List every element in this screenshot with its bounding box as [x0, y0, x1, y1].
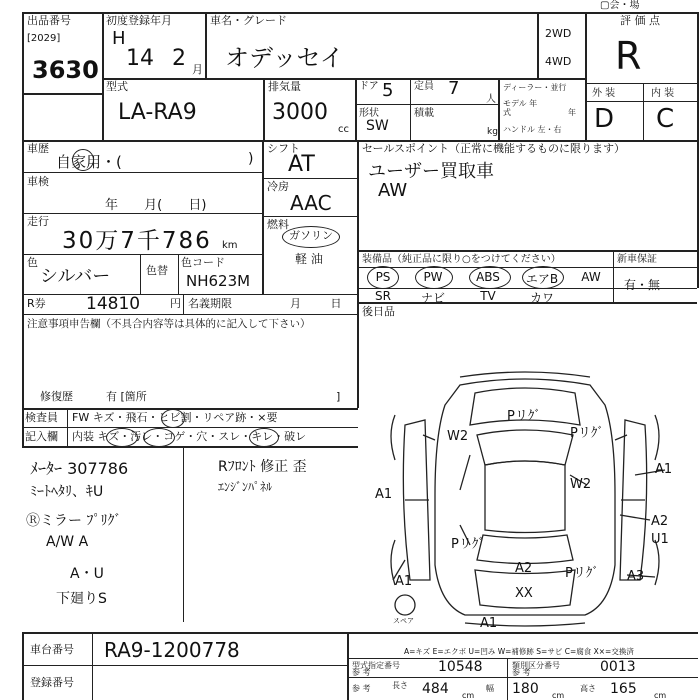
displacement-label: 排気量 [268, 80, 301, 93]
car-damage-diagram [365, 365, 685, 630]
h-line [22, 294, 358, 295]
length-unit: cm [462, 691, 475, 700]
mirror-right [615, 435, 627, 440]
class-label: 類別区分番号 [512, 661, 560, 670]
circle-abs [469, 266, 511, 289]
lot-label: 出品番号 [27, 14, 71, 27]
note-left-4: A/W A [46, 534, 89, 550]
km-unit: km [222, 240, 238, 251]
circle-stain [143, 428, 175, 447]
h-line [347, 677, 698, 678]
repair-value: 有 [箇所 [106, 390, 147, 403]
length-label: 長さ [392, 681, 408, 690]
inspection-value: 年 月( 日) [105, 198, 207, 213]
chassis-label: 車台番号 [30, 643, 74, 656]
v-line [92, 632, 93, 700]
h-line [585, 101, 697, 102]
mirror-left [423, 435, 435, 440]
v-line [355, 78, 357, 140]
v-line [183, 446, 184, 622]
new-car-warranty-value: 有・無 [624, 278, 661, 292]
shape-label: 形状 [359, 108, 379, 119]
person-unit: 人 [486, 94, 496, 105]
first-reg-label: 初度登録年月 [106, 14, 172, 27]
note-left-2: ﾐｰﾄﾍﾀﾘ、ｷU [30, 484, 104, 500]
kg-unit: kg [487, 127, 498, 137]
v-line [643, 83, 644, 140]
model-label: 型式 [106, 80, 128, 93]
fuel: ガソリン [289, 229, 333, 242]
mark-w2-front: W2 [447, 429, 469, 444]
shift: AT [288, 152, 315, 177]
handle-label: ハンドル 左・右 [503, 125, 562, 134]
r-ticket-label: R券 [27, 297, 46, 310]
v-line [613, 250, 614, 302]
history-circle [72, 149, 94, 171]
equip-ps: PS [375, 270, 391, 284]
note-left-5: A・U [70, 566, 104, 582]
history-value: 自家用・( [56, 153, 122, 171]
v-line [263, 78, 265, 140]
inspection-label: 車検 [27, 175, 49, 188]
top-right-tag: ▢会・場 [600, 0, 640, 11]
color-code-label: 色コード [181, 256, 225, 269]
equip-airbag: エアB [525, 272, 559, 286]
v-line [183, 294, 184, 314]
h-line [22, 408, 358, 410]
equip-leather: カワ [529, 291, 554, 305]
mark-a3-right: A3 [627, 569, 645, 584]
dims-ref: 参 考 [352, 684, 371, 693]
equip-pw: PW [423, 270, 443, 284]
lot-number: 3630 [32, 56, 99, 84]
ac-label: 冷房 [267, 180, 289, 193]
shift-label: シフト [267, 142, 300, 155]
equipment-label: 装備品（純正品に限り○をつけてください） [362, 254, 561, 265]
drive-4wd: 4WD [545, 55, 572, 68]
v-line [357, 140, 359, 408]
ac: AAC [290, 191, 332, 215]
width-label: 幅 [486, 684, 494, 693]
note-left-6: 下廻りS [56, 591, 107, 607]
note-right-1: Rﾌﾛﾝﾄ 修正 歪 [218, 459, 307, 475]
repair-close: ] [336, 390, 341, 403]
v-line [585, 12, 587, 140]
h-line [22, 213, 263, 214]
front-bumper [460, 372, 590, 377]
first-reg-year: 14 [126, 46, 154, 71]
h-line [22, 314, 358, 315]
doors-label: ドア [359, 81, 379, 92]
sales-label: セールスポイント（正常に機能するものに限ります） [362, 142, 626, 155]
mark-p-rear-right: Pリｸﾞ [565, 566, 599, 581]
mark-a1-right: A1 [655, 462, 673, 477]
v-line [347, 632, 349, 700]
h-line [347, 658, 698, 659]
circle-scuff [249, 428, 279, 447]
wheel-fl [391, 415, 395, 460]
mark-p-hood: Pリｸﾞ [507, 409, 541, 424]
exterior-grade: D [594, 104, 615, 134]
h-line [357, 250, 697, 252]
h-line [22, 93, 103, 95]
history-label: 車歴 [27, 142, 49, 155]
mark-a1-left: A1 [375, 487, 393, 502]
color-code: NH623M [186, 272, 251, 290]
spare-tire [395, 595, 415, 615]
roof [485, 461, 565, 533]
mileage-label: 走行 [27, 215, 49, 228]
mark-p-right-front: Pリｸﾞ [570, 426, 604, 441]
yen-unit: 円 [170, 297, 181, 310]
frame-right [697, 12, 699, 288]
v-line [140, 254, 141, 294]
car-name-label: 車名・グレード [210, 14, 287, 27]
height-unit: cm [654, 691, 667, 700]
mark-xx-rear: XX [515, 586, 533, 601]
inspector-row-1: FW キズ・飛石・ヒビ割・リペア跡・×要 [72, 411, 278, 424]
equip-sr: SR [375, 289, 391, 303]
v-line [178, 254, 179, 294]
interior-grade: C [656, 104, 675, 134]
shape: SW [366, 118, 389, 134]
type-cert-value: 10548 [438, 659, 483, 675]
pointer [460, 455, 470, 490]
sales-line-2: AW [378, 180, 408, 201]
color-label: 色 [27, 256, 38, 269]
mark-a2-rear: A2 [515, 561, 533, 576]
spare-label: スペア [393, 617, 414, 625]
year-unit: 年 [568, 108, 576, 117]
v-line [102, 12, 104, 140]
width-value: 180 [512, 681, 539, 697]
sales-line-1: ユーザー買取車 [368, 161, 494, 182]
v-line [410, 78, 411, 140]
repair-label: 修復歴 [40, 390, 73, 403]
fuel-label: 燃料 [267, 218, 289, 231]
mileage: 30万7千786 [62, 228, 212, 254]
color-change-label: 色替 [146, 264, 168, 277]
height-label: 高さ [580, 684, 596, 693]
displacement: 3000 [272, 100, 328, 125]
rear-window [477, 535, 573, 564]
note-left-1: ﾒｰﾀｰ 307786 [30, 459, 129, 478]
eval-score: R [615, 34, 642, 78]
r-ticket-value: 14810 [86, 294, 141, 314]
wheel-fr [655, 415, 659, 460]
frame-left [22, 12, 24, 408]
mark-w2-right: W2 [570, 477, 592, 492]
v-line [507, 658, 508, 700]
deadline-value: 月 日 [290, 297, 342, 310]
equip-aw: AW [581, 270, 601, 284]
first-reg-month: 2 [172, 46, 186, 71]
h-line [357, 267, 697, 268]
fuel-circle [282, 226, 340, 248]
inspector-label-1: 検査員 [25, 411, 58, 424]
interior-label: 内 装 [651, 88, 675, 99]
h-line [102, 78, 586, 80]
exterior-label: 外 装 [592, 88, 616, 99]
month-unit: 月 [192, 63, 203, 76]
notes-label: 注意事項申告欄（不具合内容等は具体的に記入して下さい） [27, 318, 311, 330]
circle-ps [367, 266, 399, 289]
v-line [205, 12, 207, 78]
inspector-row-2: 内装 キズ・汚レ・コゲ・穴・スレ・キレ・破レ [72, 430, 307, 443]
height-value: 165 [610, 681, 637, 697]
v-line [22, 408, 24, 446]
mark-a1-bumper: A1 [480, 616, 498, 630]
h-line [22, 632, 698, 634]
equip-tv: TV [480, 289, 496, 303]
capacity-label: 定員 [414, 81, 434, 92]
new-car-warranty-label: 新車保証 [617, 254, 657, 265]
h-line [22, 427, 358, 428]
h-line [262, 178, 358, 179]
circle-chip [161, 409, 185, 428]
v-line [67, 408, 68, 446]
mark-a1-rear-left: A1 [395, 574, 413, 589]
h-line [585, 83, 697, 84]
cc-unit: cc [338, 124, 349, 135]
mark-a2-right: A2 [651, 514, 669, 529]
back-order-label: 後日品 [362, 305, 395, 318]
h-line [22, 665, 347, 666]
lot-sub: [2029] [27, 33, 61, 44]
model-year-label: モデル 年式 [503, 99, 538, 117]
circle-scratch [106, 428, 138, 447]
fuel-option: 軽 油 [295, 252, 323, 266]
class-ref: 参 考 [512, 668, 531, 677]
length-value: 484 [422, 681, 449, 697]
type-cert-ref: 参 考 [352, 668, 371, 677]
history-close: ) [248, 151, 254, 167]
era: H [112, 28, 126, 49]
car-name: オデッセイ [225, 44, 344, 72]
v-line [537, 12, 539, 78]
h-line [22, 172, 263, 173]
h-line [22, 446, 358, 448]
load-label: 積載 [414, 108, 434, 119]
mark-u1-right: U1 [651, 532, 669, 547]
registration-label: 登録番号 [30, 676, 74, 689]
width-unit: cm [552, 691, 565, 700]
v-line [262, 140, 264, 295]
note-left-3: Ⓡミラー ﾌﾟﾘｸﾞ [26, 513, 122, 529]
windshield [477, 430, 573, 465]
dealer-label: ディーラー・並行 [503, 83, 567, 92]
damage-legend: A=キズ E=エクボ U=凹み W=補修跡 S=サビ C=腐食 X×=交換済 [404, 647, 634, 656]
equip-navi: ナビ [420, 291, 445, 305]
class-value: 0013 [600, 659, 636, 675]
color: シルバー [40, 266, 111, 287]
mark-p-rear-left: Pリｸﾞ [451, 537, 485, 552]
chassis-number: RA9-1200778 [104, 638, 240, 662]
drive-2wd: 2WD [545, 27, 572, 40]
type-cert-label: 型式指定番号 [352, 661, 400, 670]
circle-airbag [522, 266, 564, 289]
note-right-2: ｴﾝｼﾞﾝﾊﾟﾈﾙ [218, 480, 273, 494]
doors: 5 [382, 80, 394, 101]
h-line [262, 216, 358, 217]
equip-abs: ABS [476, 270, 500, 284]
model: LA-RA9 [118, 100, 197, 125]
h-line [355, 104, 498, 105]
deadline-label: 名義期限 [188, 297, 232, 310]
circle-pw [415, 266, 453, 289]
eval-label: 評 価 点 [620, 14, 660, 27]
v-line [22, 632, 24, 700]
v-line [498, 78, 500, 140]
capacity: 7 [448, 78, 460, 99]
inspector-label-2: 記入欄 [25, 430, 58, 443]
